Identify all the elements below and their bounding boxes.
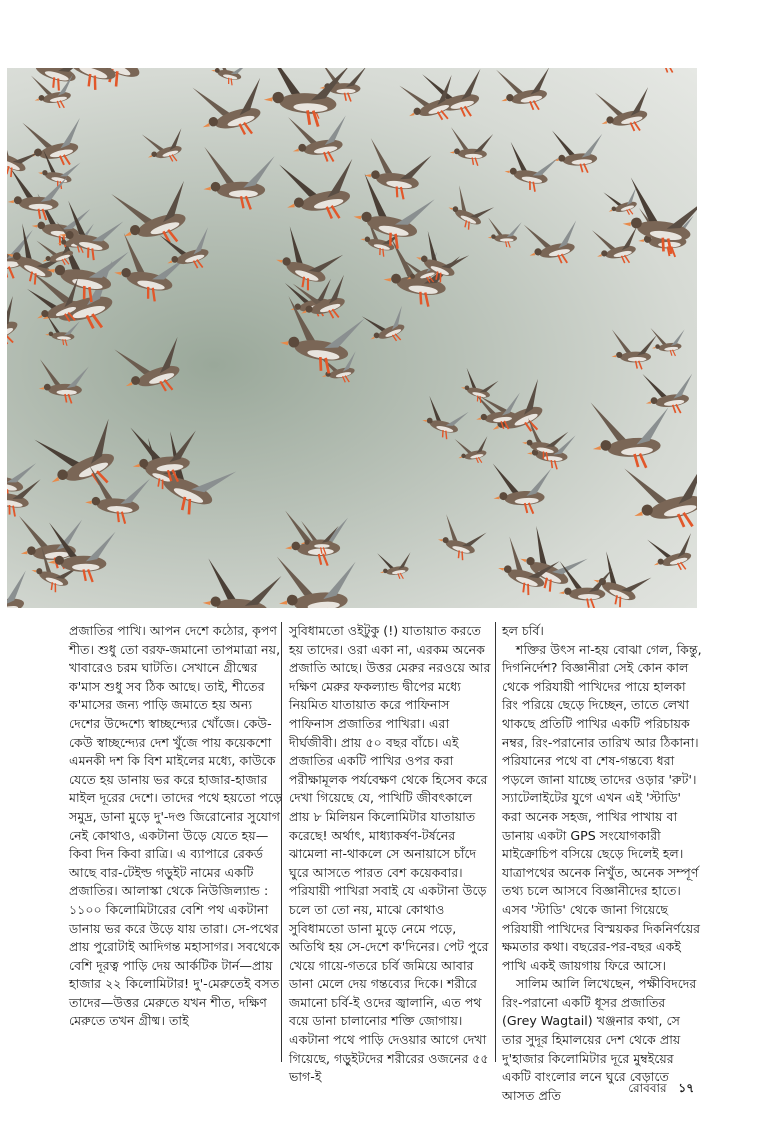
goose-figure (284, 509, 349, 567)
goose-figure (444, 185, 497, 235)
goose-figure (287, 108, 353, 168)
goose-figure (270, 226, 346, 298)
goose-figure (488, 218, 522, 248)
goose-figure (611, 329, 657, 370)
goose-figure (642, 367, 697, 418)
goose-figure (458, 368, 499, 406)
goose-figure (603, 182, 644, 220)
goose-figure (449, 127, 493, 166)
goose-figure (200, 558, 282, 608)
goose-figure (21, 110, 89, 173)
text-column-2 (289, 622, 493, 1087)
goose-figure (623, 450, 697, 539)
goose-figure (33, 409, 132, 503)
goose-figure (113, 329, 193, 404)
goose-figure (419, 396, 470, 443)
column-divider (495, 622, 496, 1062)
flock-of-geese-photo (7, 68, 697, 608)
goose-figure (84, 465, 151, 525)
page-number: ১৭ (678, 1081, 694, 1095)
goose-figure (361, 300, 414, 350)
goose-figure (110, 233, 190, 307)
goose-figure (141, 123, 190, 169)
goose-figure (454, 432, 493, 468)
goose-figure (594, 80, 658, 139)
goose-figure (377, 548, 415, 583)
goose-figure (39, 359, 89, 403)
goose-figure (589, 397, 672, 472)
goose-figure (263, 68, 351, 128)
goose-figure (523, 213, 585, 270)
goose-figure (7, 562, 36, 608)
goose-figure (191, 69, 274, 147)
text-column-3 (502, 622, 702, 1105)
goose-figure (650, 325, 687, 358)
goose-figure (434, 514, 488, 564)
page-footer (628, 1080, 694, 1100)
goose-figure (495, 68, 556, 116)
goose-figure (276, 551, 360, 608)
section-name: রোববার (628, 1081, 667, 1095)
paragraph: হল চর্বি। (502, 623, 544, 638)
goose-figure (209, 68, 250, 88)
goose-figure (588, 551, 654, 608)
goose-figure (7, 289, 31, 358)
paragraph: সালিম আলি লিখেছেন, পক্ষীবিদদের রিং-পরানো একটি ধূসর প্রজাতির (Grey Wagtail) খঞ্জনার কথা, সে তার সুদূর হিমালয়ের দেশ থেকে প্রায় দু'হাজার কিলোমিটার দূরে মুম্বইয়ের একটি বাংলোর লনে ঘুরে বেড়াতে আসত প্রতি (502, 976, 697, 1103)
text-column-1 (69, 622, 283, 1031)
paragraph: শক্তির উৎস না-হয় বোঝা গেল, কিন্তু, দিগনির্দেশ? বিজ্ঞানীরা সেই কোন কাল থেকে পরিযায়ী পাখিদের পায়ে হালকা রিং পরিয়ে ছেড়ে দিচ্ছেন, তাতে লেখা থাকছে প্রতিটি পাখির একটি পরিচায়ক নম্বর, রিং-পরানোর তারিখ আর ঠিকানা। পরিযানের পথে বা শেষ-গন্তব্যে ধরা পড়লে জানা যাচ্ছে তাদের ওড়ার 'রুট'। স্যাটেলাইটের যুগে এখন এই 'স্টাডি' করা অনেক সহজ, পাখির পাখায় বা ডানায় একটা GPS সংযোগকারী মাইক্রোচিপ বসিয়ে ছেড়ে দিলেই হল। যাত্রাপথের অনেক নিখুঁত, অনেক সম্পূর্ণ তথ্য চলে আসবে বিজ্ঞানীদের হাতে। এসব 'স্টাডি' থেকে জানা গিয়েছে পরিযায়ী পাখিদের বিস্ময়কর দিকনির্ণয়ের ক্ষমতার কথা। বছরের-পর-বছর একই পাখি একই জায়গায় ফিরে আসে। (502, 641, 702, 973)
goose-figure (203, 146, 275, 209)
goose-figure (634, 68, 690, 78)
goose-figure (110, 171, 201, 257)
paragraph: প্রজাতির পাখি। আপন দেশে কঠোর, কৃপণ শীত। শুধু তো বরফ-জমানো তাপমাত্রা নয়, খাবারেও চরম ঘাটতি। সেখানে গ্রীষ্মের ক'মাস শুধু সব ঠিক আছে। তাই, শীতের ক'মাসের জন্য পাড়ি জমাতে হয় অন্য দেশের উদ্দেশ্যে স্বাচ্ছন্দ্যের খোঁজে। কেউ-কেউ স্বাচ্ছন্দ্যের দেশ খুঁজে পায় কয়েকশো এমনকী দশ কি বিশ মাইলের মধ্যে, কাউকে যেতে হয় ডানায় ভর করে হাজার-হাজার মাইল দূরের দেশে। তাদের পথে হয়তো পড়ে সমুদ্র, ডানা মুড়ে দু'-দণ্ড জিরোনোর সুযোগ নেই কোথাও, একটানা উড়ে যেতে হয়—কিবা দিন কিবা রাত্রি। এ ব্যাপারে রেকর্ড আছে বার-টেইল্ড গড়ুইট নামের একটি প্রজাতির। আলাস্কা থেকে নিউজিল্যান্ড : ১১০০ কিলোমিটারের বেশি পথ একটানা ডানায় ভর করে উড়ে যায় তারা। সে-পথের প্রায় পুরোটাই আদিগন্ত মহাসাগর। সবথেকে বেশি দূরত্ব পাড়ি দেয় আর্কটিক টার্ন—প্রায় হাজার ২২ কিলোমিটার! দু'-মেরুতেই বসত তাদের—উত্তর মেরুতে যখন শীত, দক্ষিণ মেরুতে তখন গ্রীষ্ম। তাই (69, 623, 283, 1029)
goose-figure (492, 461, 554, 516)
goose-figure (551, 127, 605, 175)
goose-figure (278, 149, 364, 228)
goose-figure (421, 68, 490, 125)
goose-figure (502, 142, 560, 195)
paragraph: সুবিধামতো ওইটুকু (!) যাতায়াত করতে হয় তাদের। ওরা একা না, এরকম অনেক প্রজাতি আছে। উত্তর মেরুর নরওয়ে আর দক্ষিণ মেরুর ফকল্যান্ড দ্বীপের মধ্যে নিয়মিত যাতায়াত করে পাফিনাস পাফিনাস প্রজাতির পাখিরা। এরা দীর্ঘজীবী। প্রায় ৫০ বছর বাঁচে। এই প্রজাতির একটি পাখির ওপর করা পরীক্ষামূলক পর্যবেক্ষণ থেকে হিসেব করে দেখা গিয়েছে যে, পাখিটি জীবৎকালে প্রায় ৮ মিলিয়ন কিলোমিটার যাতায়াত করেছে! অর্থাৎ, মাধ্যাকর্ষণ-টর্ষনের ঝামেলা না-থাকলে সে অনায়াসে চাঁদে ঘুরে আসতে পারত বেশ কয়েকবার। পরিযায়ী পাখিরা সবাই যে একটানা উড়ে চলে তা তো নয়, মাঝে কোথাও সুবিধামতো ডানা মুড়ে নেমে পড়ে, অতিথি হয় সে-দেশে ক'দিনের। পেট পুরে খেয়ে গায়ে-গতরে চর্বি জমিয়ে আবার ডানা মেলে দেয় গন্তব্যের দিকে। শরীরে জমানো চর্বি-ই ওদের জ্বালানি, এত পথ বয়ে ডানা চালানোর শক্তি জোগায়। একটানা পথে পাড়ি দেওয়ার আগে দেখা গিয়েছে, গড়ুইটদের শরীরের ওজনের ৫৫ ভাগ-ই (289, 623, 491, 1085)
geese-illustration (7, 68, 697, 608)
goose-figure (646, 527, 697, 577)
